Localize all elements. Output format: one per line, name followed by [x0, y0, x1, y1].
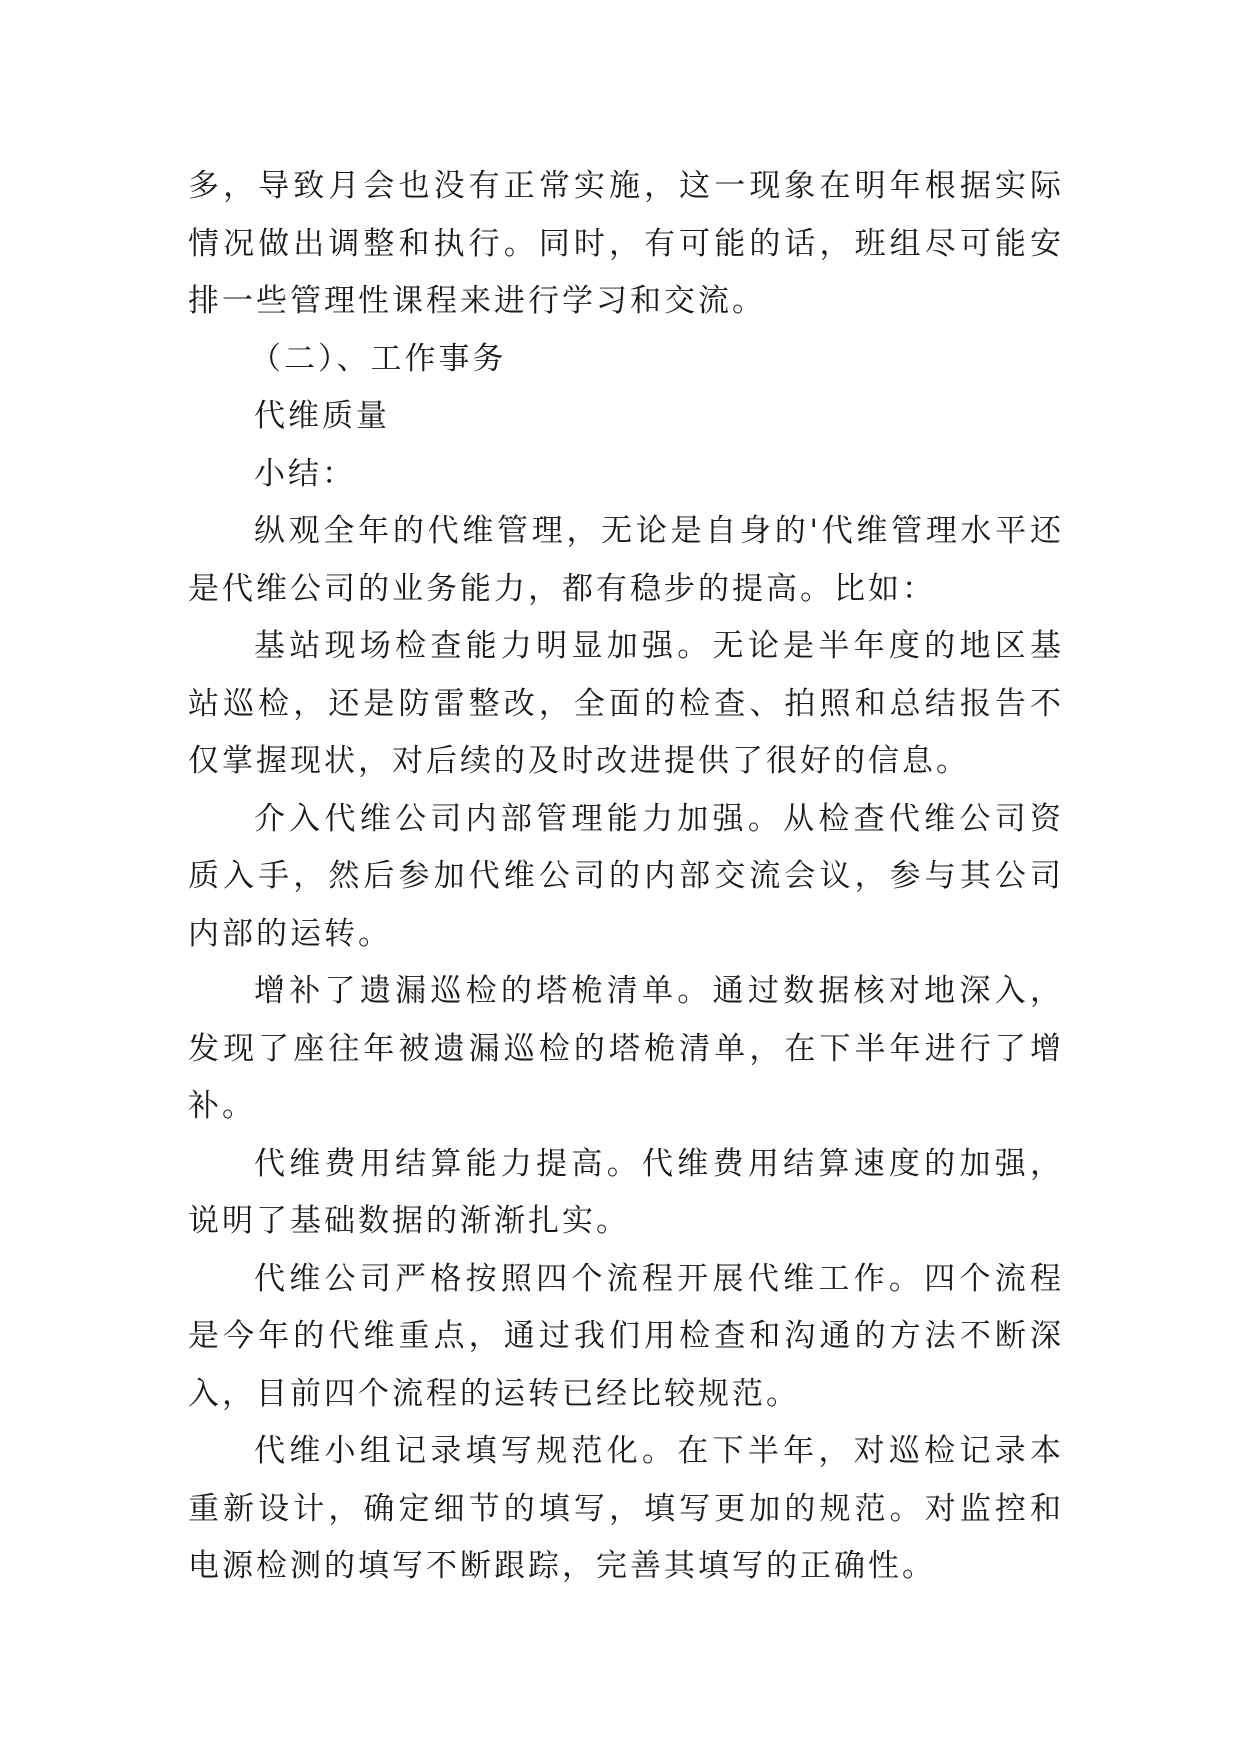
paragraph-overview: 纵观全年的代维管理，无论是自身的'代维管理水平还是代维公司的业务能力，都有稳步的提高。比如：	[188, 513, 1064, 607]
subheading-quality: 代维质量	[254, 398, 390, 434]
paragraph-tower-list: 增补了遗漏巡检的塔桅清单。通过数据核对地深入，发现了座往年被遗漏巡检的塔桅清单，在下半年进行了增补。	[188, 973, 1064, 1124]
section-heading: （二）、工作事务	[250, 340, 507, 377]
paragraph-four-processes: 代维公司严格按照四个流程开展代维工作。四个流程是今年的代维重点，通过我们用检查和沟通的方法不断深入，目前四个流程的运转已经比较规范。	[188, 1260, 1064, 1412]
subheading-summary: 小结：	[254, 455, 356, 492]
paragraph-record-standardization: 代维小组记录填写规范化。在下半年，对巡检记录本重新设计，确定细节的填写，填写更加的规范。对监控和电源检测的填写不断跟踪，完善其填写的正确性。	[188, 1433, 1064, 1584]
paragraph-settlement: 代维费用结算能力提高。代维费用结算速度的加强，说明了基础数据的渐渐扎实。	[188, 1145, 1064, 1239]
paragraph-continued: 多，导致月会也没有正常实施，这一现象在明年根据实际情况做出调整和执行。同时，有可能的话，班组尽可能安排一些管理性课程来进行学习和交流。	[188, 168, 1064, 319]
paragraph-internal-management: 介入代维公司内部管理能力加强。从检查代维公司资质入手，然后参加代维公司的内部交流会议，参与其公司内部的运转。	[188, 800, 1064, 952]
paragraph-site-inspection: 基站现场检查能力明显加强。无论是半年度的地区基站巡检，还是防雷整改，全面的检查、拍照和总结报告不仅掌握现状，对后续的及时改进提供了很好的信息。	[188, 628, 1064, 779]
document-body	[188, 158, 1064, 1596]
